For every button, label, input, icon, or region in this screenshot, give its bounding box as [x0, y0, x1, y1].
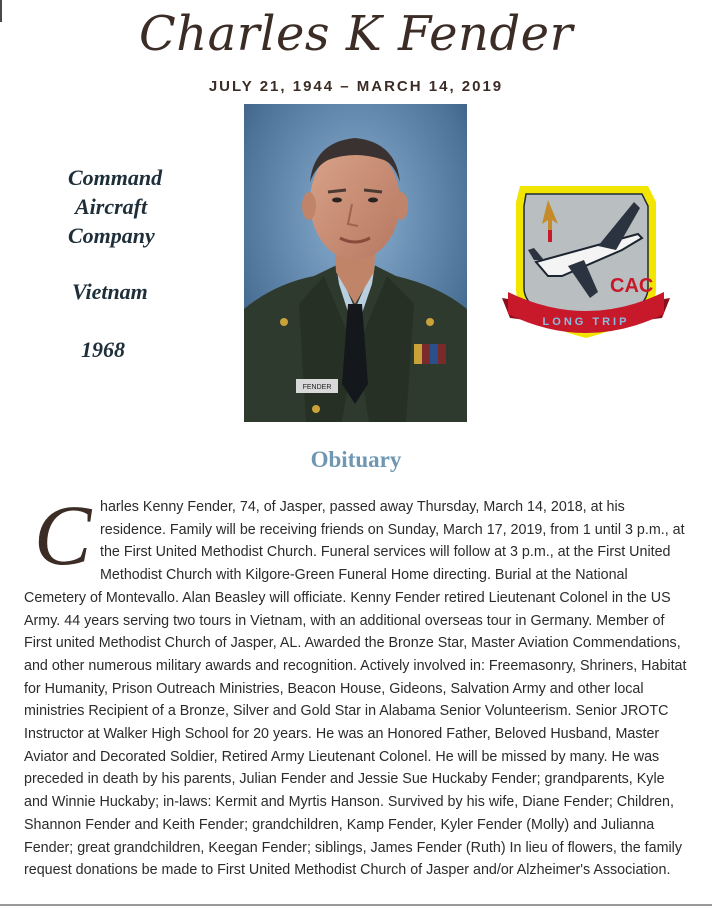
caption-line-vietnam: Vietnam [72, 279, 148, 304]
portrait-photo [244, 104, 467, 422]
caption-line-year: 1968 [81, 337, 125, 362]
obituary-body: harles Kenny Fender, 74, of Jasper, passed away Thursday, March 14, 2018, at his residence. Family will be receiving friends on Sunday, March 17, 2019, from 1 until 3 p.m., at the First United Methodist Church. Funeral services will follow at 3 p.m., at the First United Methodist Church with Kilgore-Green Funeral Home directing. Burial at the National Cemetery of Montevallo. Alan Beasley will officiate. Kenny Fender retired Lieutenant Colonel in the US Army. 44 years serving two tours in Vietnam, with an additional overseas tour in Germany. Member of First united Methodist Church of Jasper, AL. Awarded the Bronze Star, Master Aviation Commendations, and other numerous military awards and recognition. Actively involved in: Freemasonry, Shriners, Habitat for Humanity, Prison Outreach Ministries, Beacon House, Gideons, Salvation Army and other local ministries Recipient of a Bronze, Silver and Gold Star in Alabama Senior Volunteerism. Senior JROTC Instructor at Walker High School for 20 years. He was an Honored Father, Beloved Husband, Master Aviator and Decorated Soldier, Retired Army Lieutenant Colonel. He will be missed by many. He was preceded in death by his parents, Julian Fender and Jessie Sue Huckaby Fender; grandparents, Kyle and Winnie Huckaby; in-laws: Kermit and Myrtis Hanson. Survived by his wife, Diane Fender; Children, Shannon Fender and Keith Fender; grandchildren, Kamp Fender, Kyler Fender (Molly) and Julianna Fender; great grandchildren, Keegan Fender; siblings, James Fender (Ruth) In lieu of flowers, the family request donations be made to First United Methodist Church of Jasper and/or Alzheimer's Association. [24, 499, 687, 879]
life-dates: JULY 21, 1944 – MARCH 14, 2019 [208, 78, 504, 95]
caption-line-aircraft: Aircraft [75, 194, 148, 219]
unit-emblem-badge [498, 180, 674, 348]
obituary-drop-cap: C [34, 487, 92, 583]
caption-line-company: Company [68, 223, 155, 248]
deceased-name: Charles K Fender [138, 6, 574, 62]
obituary-heading: Obituary [310, 447, 402, 472]
uniform-name-tag: FENDER [302, 384, 332, 391]
caption-line-command: Command [68, 165, 163, 190]
emblem-banner-text: LONG TRIP [542, 316, 630, 328]
emblem-unit-letters: CAC [610, 275, 654, 297]
obituary-text-block [24, 487, 692, 882]
